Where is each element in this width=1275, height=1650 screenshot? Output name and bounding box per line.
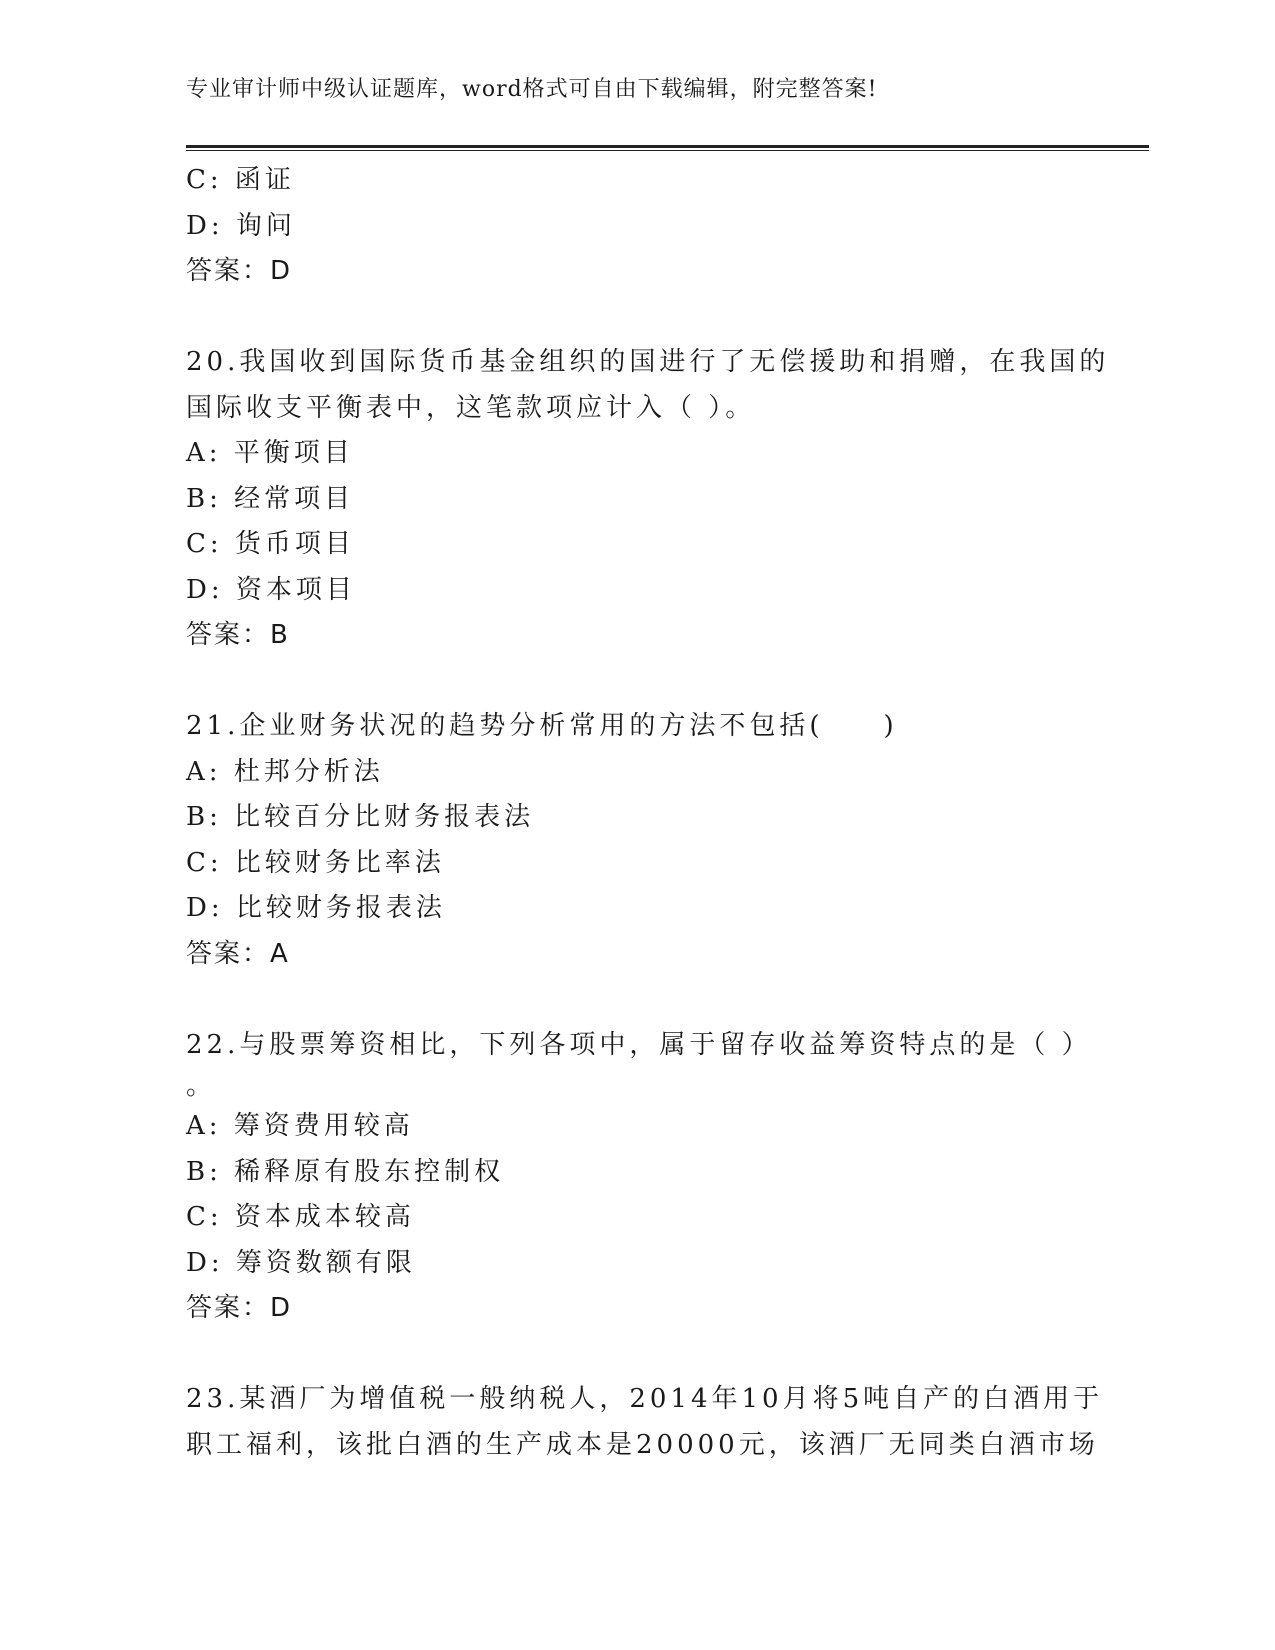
- question-20: [186, 340, 1110, 659]
- question-stem-line: 21.企业财务状况的趋势分析常用的方法不包括( ): [186, 711, 898, 741]
- answer: 答案：D: [186, 1293, 293, 1323]
- option-a: A: 杜邦分析法: [186, 756, 384, 787]
- header-rule-thick: [186, 145, 1149, 148]
- answer: 答案：B: [186, 620, 290, 650]
- page-header: 专业审计师中级认证题库，word格式可自由下载编辑，附完整答案!: [186, 77, 878, 102]
- option-a: A: 平衡项目: [186, 438, 354, 468]
- spacer: [186, 977, 1066, 1023]
- answer: 答案：D: [186, 256, 293, 286]
- header-rule-thin: [186, 150, 1149, 151]
- spacer: [186, 659, 1066, 705]
- spacer: [186, 1332, 1066, 1378]
- option-c: C: 货币项目: [186, 529, 355, 559]
- question-22: [186, 1023, 1092, 1332]
- document-body: [186, 158, 1110, 1468]
- option-d: D: 筹资数额有限: [186, 1247, 416, 1278]
- question-stem-line: 。: [186, 1071, 213, 1101]
- option-b: B: 经常项目: [186, 483, 355, 514]
- option-c: C: 比较财务比率法: [186, 847, 445, 878]
- option-d: D: 比较财务报表法: [186, 893, 446, 923]
- option-d: D: 资本项目: [186, 574, 356, 605]
- option-c: C: 函证: [186, 165, 295, 195]
- question-23: [186, 1377, 1104, 1468]
- question-19: [186, 158, 1066, 295]
- option-c: C: 资本成本较高: [186, 1202, 415, 1232]
- option-b: B: 稀释原有股东控制权: [186, 1156, 505, 1187]
- question-stem-line: 国际收支平衡表中，这笔款项应计入（ ）。: [186, 392, 756, 423]
- question-stem-line: 职工福利，该批白酒的生产成本是20000元，该酒厂无同类白酒市场: [186, 1429, 1099, 1460]
- spacer: [186, 295, 1066, 341]
- option-b: B: 比较百分比财务报表法: [186, 802, 535, 832]
- option-a: A: 筹资费用较高: [186, 1111, 414, 1141]
- question-stem-line: 23.某酒厂为增值税一般纳税人，2014年10月将5吨自产的白酒用于: [186, 1384, 1104, 1414]
- question-stem-line: 20.我国收到国际货币基金组织的国进行了无偿援助和捐赠，在我国的: [186, 347, 1110, 377]
- question-stem-line: 22.与股票筹资相比，下列各项中，属于留存收益筹资特点的是（ ）: [186, 1029, 1092, 1060]
- question-21: [186, 704, 1066, 977]
- answer: 答案：A: [186, 938, 290, 969]
- option-d: D: 询问: [186, 210, 296, 241]
